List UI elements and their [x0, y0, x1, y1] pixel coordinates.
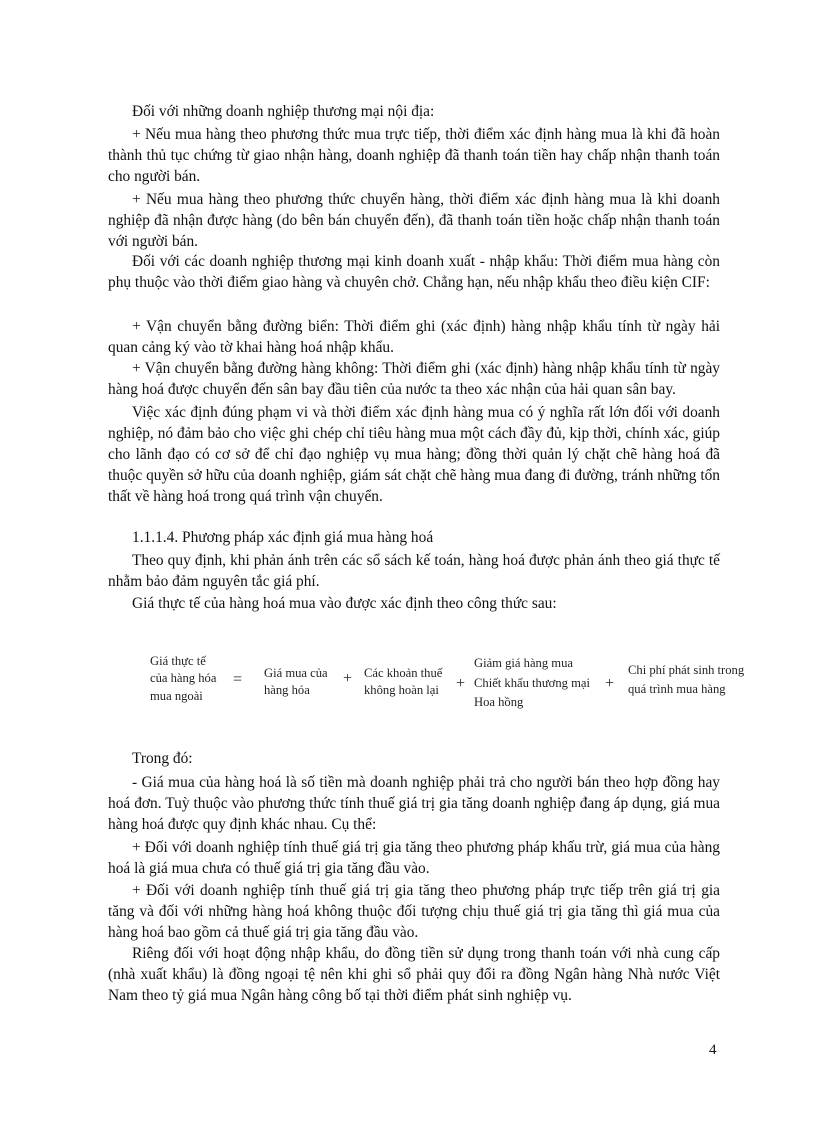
formula-plus-2: +	[456, 675, 466, 692]
page-number: 4	[709, 1042, 717, 1058]
paragraph-air-transport: + Vận chuyển bằng đường hàng không: Thời điểm ghi (xác định) hàng nhập khẩu tính từ ngày hàng hoá được chuyển đến sân bay đầu tiên của nước ta theo xác nhận của hải quan sân bay.	[108, 360, 720, 398]
formula-plus-3: +	[605, 675, 615, 692]
paragraph-direct-purchase: + Nếu mua hàng theo phương thức mua trực tiếp, thời điểm xác định hàng mua là khi đã hoàn thành thủ tục chứng từ giao nhận hàng, doanh nghiệp đã thanh toán tiền hay chấp nhận thanh toán cho người bán.	[108, 126, 720, 185]
formula-term1-line1: Giá mua của	[264, 666, 328, 680]
formula-term4-line2: quá trình mua hàng	[628, 682, 726, 696]
formula-term4-line1: Chi phí phát sinh trong	[628, 663, 745, 677]
formula-term3-line3: Hoa hồng	[474, 695, 524, 709]
paragraph-transfer-purchase: + Nếu mua hàng theo phương thức chuyển hàng, thời điểm xác định hàng mua là khi doanh nghiệp đã nhận được hàng (do bên bán chuyển đến), đã thanh toán tiền hoặc chấp nhận thanh toán với người bán.	[108, 191, 720, 250]
paragraph-import-export: Đối với các doanh nghiệp thương mại kinh doanh xuất - nhập khẩu: Thời điểm mua hàng còn phụ thuộc vào thời điểm giao hàng và chuyên chở. Chẳng hạn, nếu nhập khẩu theo điều kiện CIF:	[108, 253, 720, 291]
paragraph-purchase-price: - Giá mua của hàng hoá là số tiền mà doanh nghiệp phải trả cho người bán theo hợp đồng hay hoá đơn. Tuỳ thuộc vào phương thức tính thuế giá trị gia tăng doanh nghiệp đang áp dụng, giá mua hàng hoá được quy định khác nhau. Cụ thể:	[108, 774, 720, 833]
formula-term2-line1: Các khoản thuế	[364, 666, 443, 680]
formula-term3-line1: Giảm giá hàng mua	[474, 656, 573, 670]
formula-lhs-line2: của hàng hóa	[150, 671, 217, 685]
paragraph-domestic: Đối với những doanh nghiệp thương mại nội địa:	[132, 103, 435, 120]
formula-term3-line2: Chiết khấu thương mại	[474, 676, 590, 690]
paragraph-regulation: Theo quy định, khi phản ánh trên các sổ sách kế toán, hàng hoá được phản ánh theo giá thực tế nhằm bảo đảm nguyên tắc giá phí.	[108, 552, 720, 590]
paragraph-formula-intro: Giá thực tế của hàng hoá mua vào được xác định theo công thức sau:	[132, 595, 557, 612]
paragraph-import-currency: Riêng đối với hoạt động nhập khẩu, do đồng tiền sử dụng trong thanh toán với nhà cung cấp (nhà xuất khẩu) là đồng ngoại tệ nên khi ghi sổ phải quy đổi ra đồng Ngân hàng Nhà nước Việt Nam theo tỷ giá mua Ngân hàng công bố tại thời điểm phát sinh nghiệp vụ.	[108, 945, 720, 1004]
paragraph-sea-transport: + Vận chuyển bằng đường biển: Thời điểm ghi (xác định) hàng nhập khẩu tính từ ngày hải quan cảng ký vào tờ khai hàng hoá nhập khẩu.	[108, 318, 720, 356]
formula-lhs-line3: mua ngoài	[150, 689, 203, 703]
section-heading: 1.1.1.4. Phương pháp xác định giá mua hàng hoá	[132, 529, 434, 546]
paragraph-direct-method: + Đối với doanh nghiệp tính thuế giá trị gia tăng theo phương pháp trực tiếp trên giá trị gia tăng và đối với những hàng hoá không thuộc đối tượng chịu thuế giá trị gia tăng thì giá mua của hàng hoá bao gồm cả thuế giá trị gia tăng đầu vào.	[108, 882, 720, 941]
paragraph-where: Trong đó:	[132, 750, 193, 767]
formula-term2-line2: không hoàn lại	[364, 683, 439, 697]
formula-term1-line2: hàng hóa	[264, 683, 310, 697]
paragraph-significance: Việc xác định đúng phạm vi và thời điểm xác định hàng mua có ý nghĩa rất lớn đối với doanh nghiệp, nó đảm bảo cho việc ghi chép chỉ tiêu hàng mua một cách đầy đủ, kịp thời, chính xác, giúp cho lãnh đạo có cơ sở để chỉ đạo nghiệp vụ mua hàng; đồng thời quản lý chặt chẽ hàng hoá đã thuộc quyền sở hữu của doanh nghiệp, giám sát chặt chẽ hàng mua đang đi đường, tránh những tổn thất về hàng hoá trong quá trình vận chuyển.	[108, 404, 720, 505]
paragraph-deduction-method: + Đối với doanh nghiệp tính thuế giá trị gia tăng theo phương pháp khấu trừ, giá mua của hàng hoá là giá mua chưa có thuế giá trị gia tăng đầu vào.	[108, 839, 720, 877]
formula-equals: =	[233, 671, 243, 688]
formula-lhs-line1: Giá thực tế	[150, 654, 206, 668]
formula-plus-1: +	[343, 670, 353, 687]
